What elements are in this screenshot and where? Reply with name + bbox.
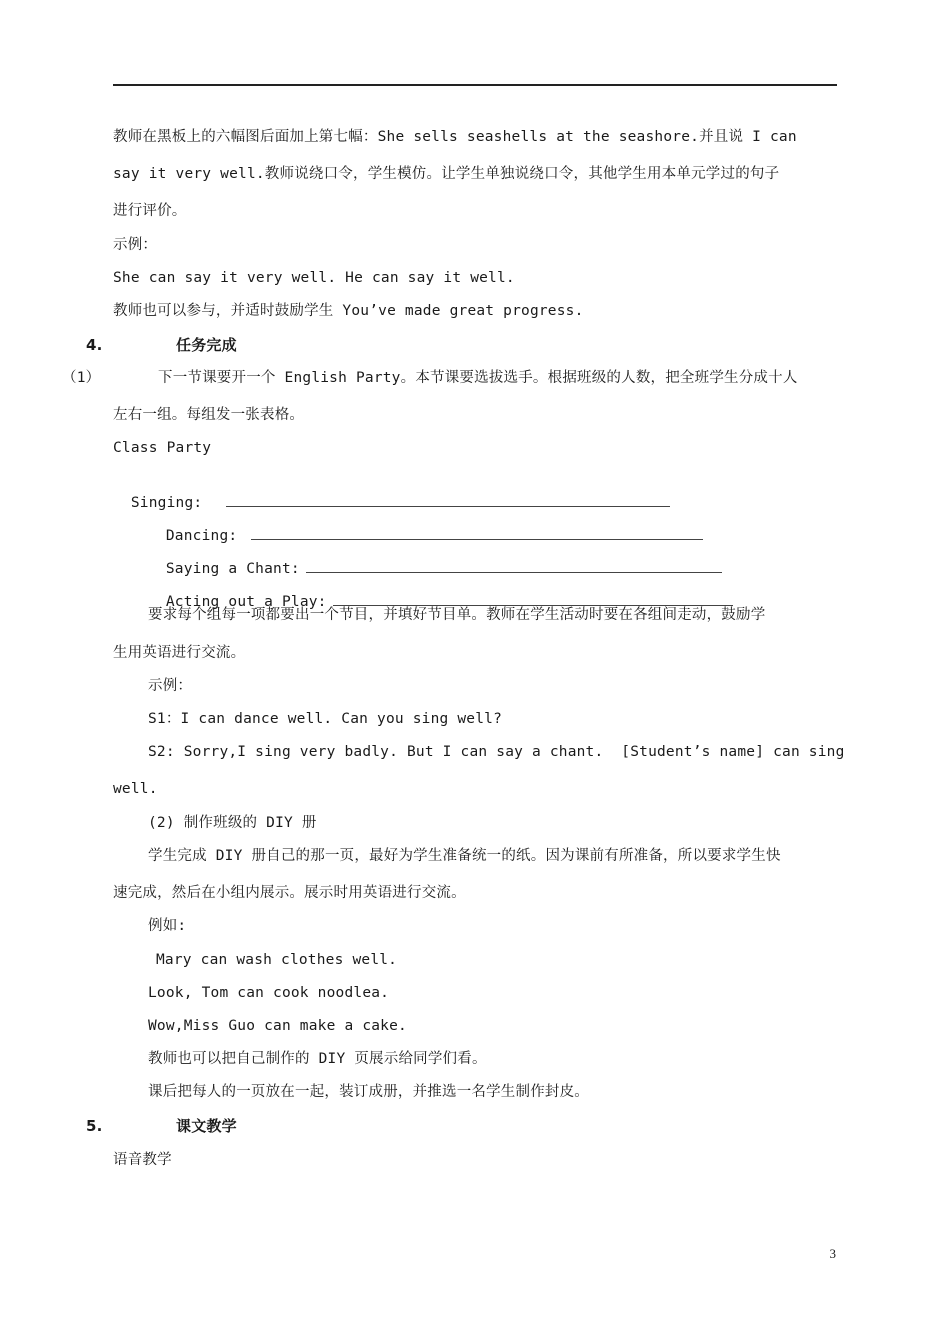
paragraph-line: 教师也可以参与，并适时鼓励学生 You’ve made great progress. (113, 303, 584, 319)
example-line: Mary can wash clothes well. (156, 952, 398, 968)
form-label: Dancing: (165, 528, 238, 544)
example-label: 示例： (113, 237, 158, 253)
section-title: 课文教学 (176, 1117, 237, 1135)
form-label: Singing: (130, 495, 203, 511)
form-label: Acting out a Play: (165, 594, 327, 610)
header-rule (113, 84, 837, 86)
section-number: 4. (86, 336, 103, 354)
paragraph-line: 要求每个组每一项都要出一个节目，并填好节目单。教师在学生活动时要在各组间走动，鼓励学 (148, 607, 766, 623)
example-label: 示例： (148, 678, 193, 694)
paragraph-line: say it very well.教师说绕口令，学生模仿。让学生单独说绕口令，其他学生用本单元学过的句子 (113, 166, 780, 182)
paragraph-line: 学生完成 DIY 册自己的那一页，最好为学生准备统一的纸。因为课前有所准备，所以要求学生快 (148, 848, 781, 864)
section-number: 5. (86, 1117, 103, 1135)
fill-in-blank (333, 591, 733, 606)
paragraph-line: 教师在黑板上的六幅图后面加上第七幅：She sells seashells at the seashore.并且说 I can (113, 129, 797, 145)
paragraph-line: 左右一组。每组发一张表格。 (113, 407, 305, 423)
section-title: 任务完成 (176, 336, 237, 354)
paragraph-line: 教师也可以把自己制作的 DIY 页展示给同学们看。 (148, 1051, 487, 1067)
form-label: Saying a Chant: (165, 561, 300, 577)
example-line: Look, Tom can cook noodlea. (148, 985, 390, 1001)
dialogue-line: S2: Sorry,I sing very badly. But I can say a chant. [Student’s name] can sing (148, 744, 845, 760)
dialogue-line: well. (113, 781, 158, 797)
paragraph-line: 课后把每人的一页放在一起，装订成册，并推选一名学生制作封皮。 (148, 1084, 589, 1100)
example-line: She can say it very well. He can say it well. (113, 270, 515, 286)
paragraph-line: 语音教学 (113, 1152, 172, 1168)
example-line: Wow,Miss Guo can make a cake. (148, 1018, 407, 1034)
table-title: Class Party (113, 440, 212, 456)
subsection-heading: (2) 制作班级的 DIY 册 (148, 815, 317, 831)
subsection-number: （1） (62, 370, 101, 386)
paragraph-line: 生用英语进行交流。 (113, 645, 246, 661)
paragraph-line: 进行评价。 (113, 203, 187, 219)
paragraph-line: 下一节课要开一个 English Party。本节课要选拔选手。根据班级的人数，把全班学生分成十人 (158, 370, 798, 386)
dialogue-line: S1：I can dance well. Can you sing well? (148, 711, 503, 727)
example-label: 例如: (148, 918, 187, 934)
paragraph-line: 速完成，然后在小组内展示。展示时用英语进行交流。 (113, 885, 466, 901)
page-number: 3 (829, 1246, 836, 1261)
